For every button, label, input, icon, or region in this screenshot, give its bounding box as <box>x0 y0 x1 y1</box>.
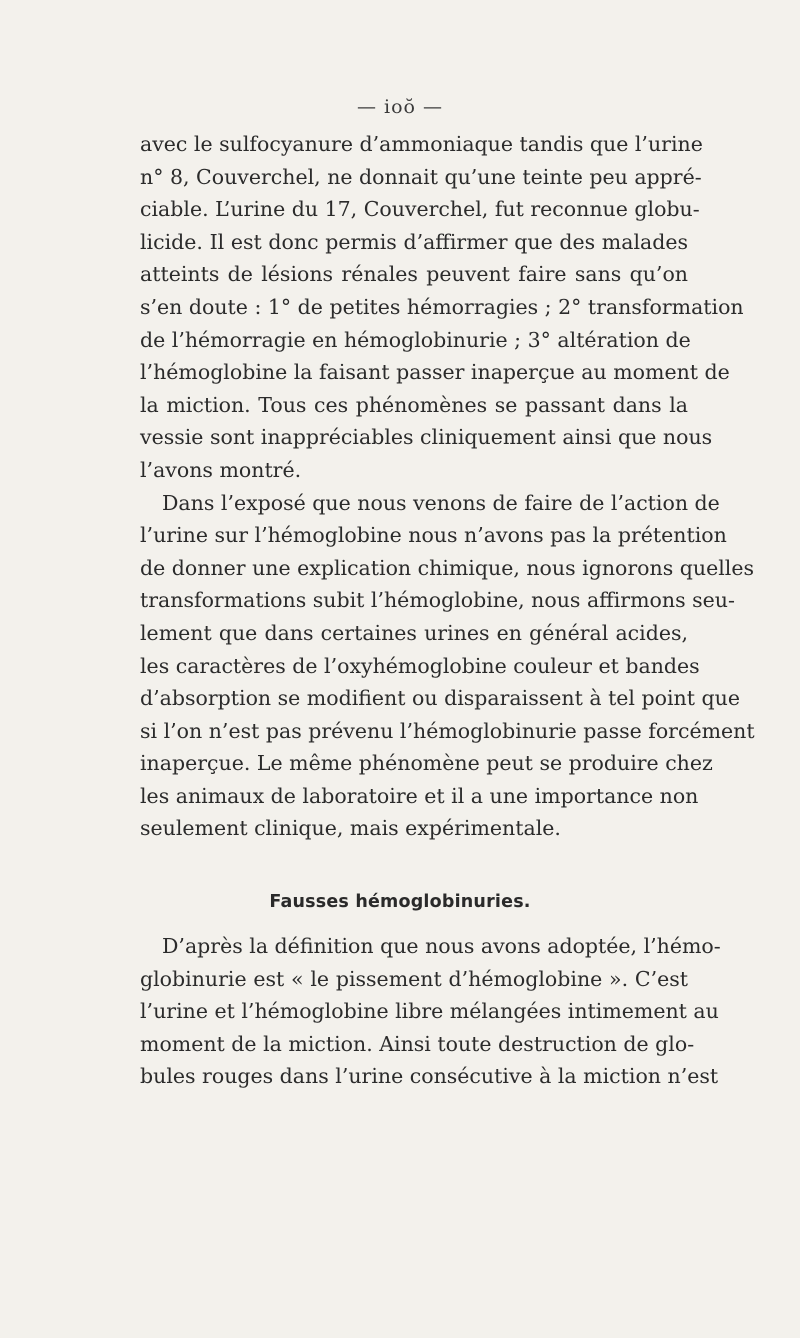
page-number: — ioŏ — <box>356 96 444 118</box>
text-line: si l’on n’est pas prévenu l’hémoglobinurie passe forcément <box>140 718 755 743</box>
text-line: de l’hémorragie en hémoglobinurie ; 3° altération de <box>140 327 691 352</box>
text-line: seulement clinique, mais expérimentale. <box>140 816 561 841</box>
text-line: lement que dans certaines urines en général acides, <box>140 620 688 645</box>
text-line: atteints de lésions rénales peuvent faire sans qu’on <box>140 262 688 287</box>
text-line: Dans l’exposé que nous venons de faire de l’action de <box>162 490 720 515</box>
text-line: de donner une explication chimique, nous ignorons quelles <box>140 555 754 580</box>
text-line: l’avons montré. <box>140 457 302 482</box>
text-line: ciable. L’urine du 17, Couverchel, fut reconnue globu- <box>140 197 700 222</box>
text-line: vessie sont inappréciables cliniquement ainsi que nous <box>140 425 713 450</box>
text-line: les caractères de l’oxyhémoglobine couleur et bandes <box>140 653 700 678</box>
text-line: d’absorption se modifient ou disparaissent à tel point que <box>140 686 740 711</box>
text-line: avec le sulfocyanure d’ammoniaque tandis que l’urine <box>140 132 703 156</box>
text-line: globinurie est « le pissement d’hémoglobine ». C’est <box>140 966 688 991</box>
text-line: licide. Il est donc permis d’affirmer que des malades <box>140 229 688 254</box>
text-line: D’après la définition que nous avons adoptée, l’hémo- <box>162 934 721 958</box>
text-line: bules rouges dans l’urine consécutive à la miction n’est <box>140 1064 719 1089</box>
text-line: l’hémoglobine la faisant passer inaperçue au moment de <box>140 360 730 385</box>
text-line: l’urine sur l’hémoglobine nous n’avons pas la prétention <box>140 523 727 548</box>
text-line: l’urine et l’hémoglobine libre mélangées intimement au <box>140 999 719 1024</box>
paragraph-1 <box>140 128 755 845</box>
text-line: la miction. Tous ces phénomènes se passant dans la <box>140 392 688 417</box>
text-line: inaperçue. Le même phénomène peut se produire chez <box>140 751 713 776</box>
paragraph-3 <box>140 930 721 1093</box>
text-line: moment de la miction. Ainsi toute destruction de glo- <box>140 1031 695 1056</box>
section-heading: Fausses hémoglobinuries. <box>269 892 531 912</box>
text-line: n° 8, Couverchel, ne donnait qu’une teinte peu appré- <box>140 164 702 189</box>
text-line: transformations subit l’hémoglobine, nous affirmons seu- <box>140 588 735 613</box>
text-line: les animaux de laboratoire et il a une importance non <box>140 783 699 808</box>
text-line: s’en doute : 1° de petites hémorragies ; 2° transformation <box>140 294 744 319</box>
